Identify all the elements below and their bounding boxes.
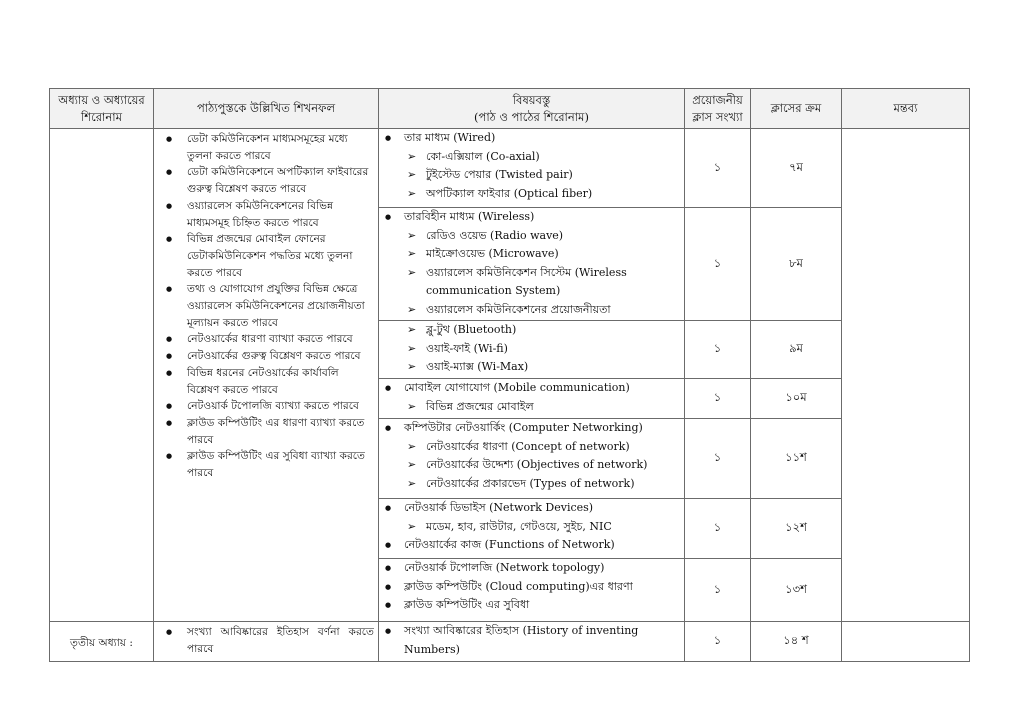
chapter-title-cell: তৃতীয় অধ্যায় : bbox=[50, 622, 154, 662]
content-cell bbox=[379, 622, 685, 662]
content-sub-item bbox=[379, 264, 684, 301]
arrow-bullet-icon: ➢ bbox=[407, 265, 417, 279]
content-sub-item-text: কো-এক্সিয়াল (Co-axial) bbox=[426, 149, 540, 163]
content-cell bbox=[379, 559, 685, 622]
content-sub-item bbox=[379, 321, 684, 340]
content-bullet: ● তারবিহীন মাধ্যম (Wireless) bbox=[379, 208, 684, 227]
header-outcomes: পাঠ্যপুস্তকে উল্লিখিত শিখনফল bbox=[154, 89, 379, 129]
classes-needed-cell: ১ bbox=[685, 559, 751, 622]
arrow-bullet-icon: ➢ bbox=[407, 323, 417, 336]
arrow-bullet-icon: ➢ bbox=[407, 228, 417, 242]
class-order-cell: ১৪ শ bbox=[751, 622, 842, 662]
content-bullet: ● নেটওয়ার্ক টপোলজি (Network topology) bbox=[379, 559, 684, 578]
content-bullet: ● তার মাধ্যম (Wired) bbox=[379, 129, 684, 148]
header-remarks: মন্তব্য bbox=[842, 89, 970, 129]
content-sub-item bbox=[379, 518, 684, 537]
content-bullet: ● নেটওয়ার্ক ডিভাইস (Network Devices) bbox=[379, 499, 684, 518]
classes-needed-cell: ১ bbox=[685, 419, 751, 499]
class-order-cell: ১০ম bbox=[751, 379, 842, 419]
class-order-cell: ৯ম bbox=[751, 321, 842, 379]
arrow-bullet-icon: ➢ bbox=[407, 458, 417, 471]
content-sub-item bbox=[379, 456, 684, 475]
content-sub-item bbox=[379, 227, 684, 246]
content-sub-item bbox=[379, 358, 684, 377]
content-bullet: ● মোবাইল যোগাযোগ (Mobile communication) bbox=[379, 379, 684, 398]
content-cell bbox=[379, 499, 685, 559]
header-content-line2: (পাঠ ও পাঠের শিরোনাম) bbox=[474, 109, 589, 124]
remarks-cell bbox=[842, 622, 970, 662]
content-bullet: ● ক্লাউড কম্পিউটিং (Cloud computing)এর ধারণা bbox=[379, 578, 684, 597]
content-sub-item-text: টুইস্টেড পেয়ার (Twisted pair) bbox=[426, 168, 573, 181]
table-row-chapter-3 bbox=[50, 622, 970, 662]
content-sub-item bbox=[379, 475, 684, 494]
classes-needed-cell: ১ bbox=[685, 499, 751, 559]
classes-needed-cell: ১ bbox=[685, 321, 751, 379]
learning-outcome-item: ● নেটওয়ার্কের ধারণা ব্যাখ্যা করতে পারবে bbox=[154, 331, 374, 348]
content-cell bbox=[379, 379, 685, 419]
learning-outcome-item: ● ডেটা কমিউনিকেশনে অপটিক্যাল ফাইবারের গুরুত্ব বিশ্লেষণ করতে পারবে bbox=[154, 164, 374, 197]
content-sub-item-text: রেডিও ওয়েভ (Radio wave) bbox=[426, 228, 564, 242]
content-sub-item-text: ওয়াই-ফাই (Wi-fi) bbox=[426, 341, 508, 355]
content-sub-item-text: মডেম, হাব, রাউটার, গেটওয়ে, সুইচ, NIC bbox=[426, 519, 612, 533]
learning-outcome-item: ● ক্লাউড কম্পিউটিং এর ধারণা ব্যাখ্যা করতে পারবে bbox=[154, 415, 374, 448]
class-order-cell: ১৩শ bbox=[751, 559, 842, 622]
arrow-bullet-icon: ➢ bbox=[407, 168, 417, 181]
class-order-cell: ১১শ bbox=[751, 419, 842, 499]
learning-outcome-item: ● ডেটা কমিউনিকেশন মাধ্যমসমূহের মধ্যে তুলনা করতে পারবে bbox=[154, 131, 374, 164]
content-sub-item bbox=[379, 245, 684, 264]
content-sub-item-text: ওয়্যারলেস কমিউনিকেশনের প্রয়োজনীয়তা bbox=[426, 302, 611, 316]
learning-outcome-item: ● তথ্য ও যোগাযোগ প্রযুক্তির বিভিন্ন ক্ষেত্রে ওয়্যারলেস কমিউনিকেশনের প্রয়োজনীয়তা মূল্যায়ন করতে পারবে bbox=[154, 281, 374, 331]
arrow-bullet-icon: ➢ bbox=[407, 360, 417, 373]
class-order-cell: ৭ম bbox=[751, 129, 842, 208]
content-sub-item bbox=[379, 301, 684, 320]
learning-outcome-item: ● নেটওয়ার্ক টপোলজি ব্যাখ্যা করতে পারবে bbox=[154, 398, 374, 415]
learning-outcomes-list bbox=[154, 622, 378, 657]
classes-needed-cell: ১ bbox=[685, 208, 751, 321]
arrow-bullet-icon: ➢ bbox=[407, 341, 417, 355]
content-sub-item bbox=[379, 438, 684, 457]
header-classes-needed: প্রয়োজনীয় ক্লাস সংখ্যা bbox=[685, 89, 751, 129]
class-order-cell: ৮ম bbox=[751, 208, 842, 321]
content-sub-item-text: বিভিন্ন প্রজন্মের মোবাইল bbox=[426, 399, 534, 413]
learning-outcome-item: ● সংখ্যা আবিষ্কারের ইতিহাস বর্ণনা করতে পারবে bbox=[154, 624, 374, 657]
arrow-bullet-icon: ➢ bbox=[407, 399, 417, 413]
learning-outcome-item: ● বিভিন্ন প্রজন্মের মোবাইল ফোনের ডেটাকমিউনিকেশন পদ্ধতির মধ্যে তুলনা করতে পারবে bbox=[154, 231, 374, 281]
content-sub-item bbox=[379, 398, 684, 417]
learning-outcome-item: ● বিভিন্ন ধরনের নেটওয়ার্কের কার্যাবলি বিশ্লেষণ করতে পারবে bbox=[154, 365, 374, 398]
content-bullet: ● সংখ্যা আবিষ্কারের ইতিহাস (History of inventing Numbers) bbox=[379, 622, 684, 659]
content-sub-item-text: মাইক্রোওয়েভ (Microwave) bbox=[426, 247, 559, 260]
content-cell bbox=[379, 129, 685, 208]
learning-outcome-item: ● ওয়্যারলেস কমিউনিকেশনের বিভিন্ন মাধ্যমসমূহ চিহ্নিত করতে পারবে bbox=[154, 198, 374, 231]
header-chapter: অধ্যায় ও অধ্যায়ের শিরোনাম bbox=[50, 89, 154, 129]
learning-outcomes-cell bbox=[154, 622, 379, 662]
content-sub-item-text: ওয়্যারলেস কমিউনিকেশন সিস্টেম (Wireless communication System) bbox=[426, 265, 627, 297]
content-sub-item-text: ব্লু-টুথ (Bluetooth) bbox=[426, 323, 517, 336]
content-cell bbox=[379, 419, 685, 499]
learning-outcomes-list bbox=[154, 129, 378, 482]
classes-needed-cell: ১ bbox=[685, 379, 751, 419]
arrow-bullet-icon: ➢ bbox=[407, 186, 417, 200]
content-cell bbox=[379, 208, 685, 321]
arrow-bullet-icon: ➢ bbox=[407, 519, 417, 533]
content-sub-item-text: অপটিক্যাল ফাইবার (Optical fiber) bbox=[426, 186, 593, 200]
arrow-bullet-icon: ➢ bbox=[407, 247, 417, 260]
learning-outcomes-cell bbox=[154, 129, 379, 622]
arrow-bullet-icon: ➢ bbox=[407, 149, 417, 163]
table-header-row bbox=[50, 89, 970, 129]
header-class-order: ক্লাসের ক্রম bbox=[751, 89, 842, 129]
content-bullet: ● ক্লাউড কম্পিউটিং এর সুবিধা bbox=[379, 596, 684, 615]
classes-needed-cell: ১ bbox=[685, 129, 751, 208]
arrow-bullet-icon: ➢ bbox=[407, 476, 417, 490]
learning-outcome-item: ● নেটওয়ার্কের গুরুত্ব বিশ্লেষণ করতে পারবে bbox=[154, 348, 374, 365]
content-sub-item-text: নেটওয়ার্কের ধারণা (Concept of network) bbox=[426, 439, 630, 453]
content-sub-item-text: নেটওয়ার্কের উদ্দেশ্য (Objectives of network) bbox=[426, 458, 648, 471]
table-row bbox=[50, 129, 970, 208]
content-sub-item-text: নেটওয়ার্কের প্রকারভেদ (Types of network) bbox=[426, 476, 635, 490]
remarks-cell bbox=[842, 129, 970, 622]
lesson-plan-table bbox=[49, 88, 970, 662]
chapter-cell-empty bbox=[50, 129, 154, 622]
class-order-cell: ১২শ bbox=[751, 499, 842, 559]
arrow-bullet-icon: ➢ bbox=[407, 302, 417, 316]
content-sub-item bbox=[379, 340, 684, 359]
learning-outcome-item: ● ক্লাউড কম্পিউটিং এর সুবিধা ব্যাখ্যা করতে পারবে bbox=[154, 448, 374, 481]
content-sub-item bbox=[379, 185, 684, 204]
content-sub-item-text: ওয়াই-ম্যাক্স (Wi-Max) bbox=[426, 360, 529, 373]
header-content bbox=[379, 89, 685, 129]
arrow-bullet-icon: ➢ bbox=[407, 439, 417, 453]
content-bullet: ● নেটওয়ার্কের কাজ (Functions of Network) bbox=[379, 536, 684, 555]
content-cell bbox=[379, 321, 685, 379]
content-sub-item bbox=[379, 166, 684, 185]
content-bullet: ● কম্পিউটার নেটওয়ার্কিং (Computer Networking) bbox=[379, 419, 684, 438]
classes-needed-cell: ১ bbox=[685, 622, 751, 662]
header-content-line1: বিষয়বস্তু bbox=[512, 92, 551, 107]
content-sub-item bbox=[379, 148, 684, 167]
